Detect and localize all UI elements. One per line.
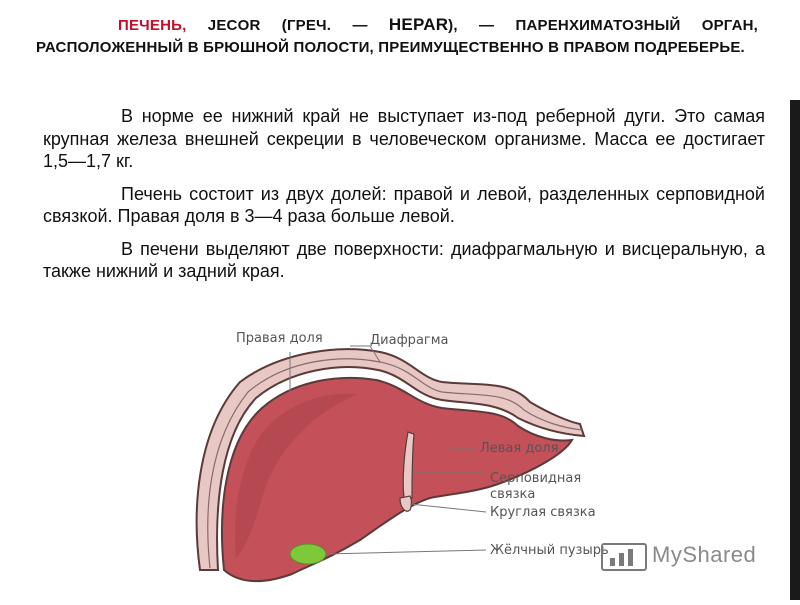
paragraph-1: В норме ее нижний край не выступает из-под реберной дуги. Это самая крупная железа внешней секреции в человеческом организме. Масса ее достигает 1,5—1,7 кг. <box>43 106 765 171</box>
watermark-text: MyShared <box>652 542 757 567</box>
slide-heading <box>36 14 758 59</box>
liver-illustration <box>180 322 660 600</box>
presentation-chart-icon <box>600 538 650 574</box>
right-edge-bar <box>790 100 800 600</box>
liver-diagram-svg <box>180 322 660 600</box>
label-diaphragm: Диафрагма <box>370 333 449 348</box>
paragraph-2: Печень состоит из двух долей: правой и левой, разделенных серповидной связкой. Правая доля в 3—4 раза больше левой. <box>43 183 765 226</box>
leader-round-ligament <box>410 504 486 512</box>
leader-gallbladder <box>326 550 486 554</box>
heading-term: ПЕЧЕНЬ, <box>118 17 187 34</box>
paragraph-3: В печени выделяют две поверхности: диафрагмальную и висцеральную, а также нижний и задний края. <box>43 238 765 281</box>
body-text <box>43 105 765 293</box>
heading-rest: РАСПОЛОЖЕННЫЙ В БРЮШНОЙ ПОЛОСТИ, ПРЕИМУЩЕСТВЕННО В ПРАВОМ ПОДРЕБЕРЬЕ. <box>36 39 745 56</box>
heading-rest-first: ), — ПАРЕНХИМАТОЗНЫЙ ОРГАН, <box>448 17 759 34</box>
label-right-lobe: Правая доля <box>236 331 323 346</box>
label-falciform-1: Серповидная <box>490 471 582 486</box>
gallbladder-shape <box>290 544 326 564</box>
label-gallbladder: Жёлчный пузырь <box>490 543 609 558</box>
label-falciform-2: связка <box>490 487 536 502</box>
heading-greek: HEPAR <box>388 15 449 34</box>
heading-latin: JECOR (ГРЕЧ. — <box>186 17 389 34</box>
label-round-ligament: Круглая связка <box>490 505 596 520</box>
label-left-lobe: Левая доля <box>480 441 559 456</box>
watermark <box>596 536 786 576</box>
